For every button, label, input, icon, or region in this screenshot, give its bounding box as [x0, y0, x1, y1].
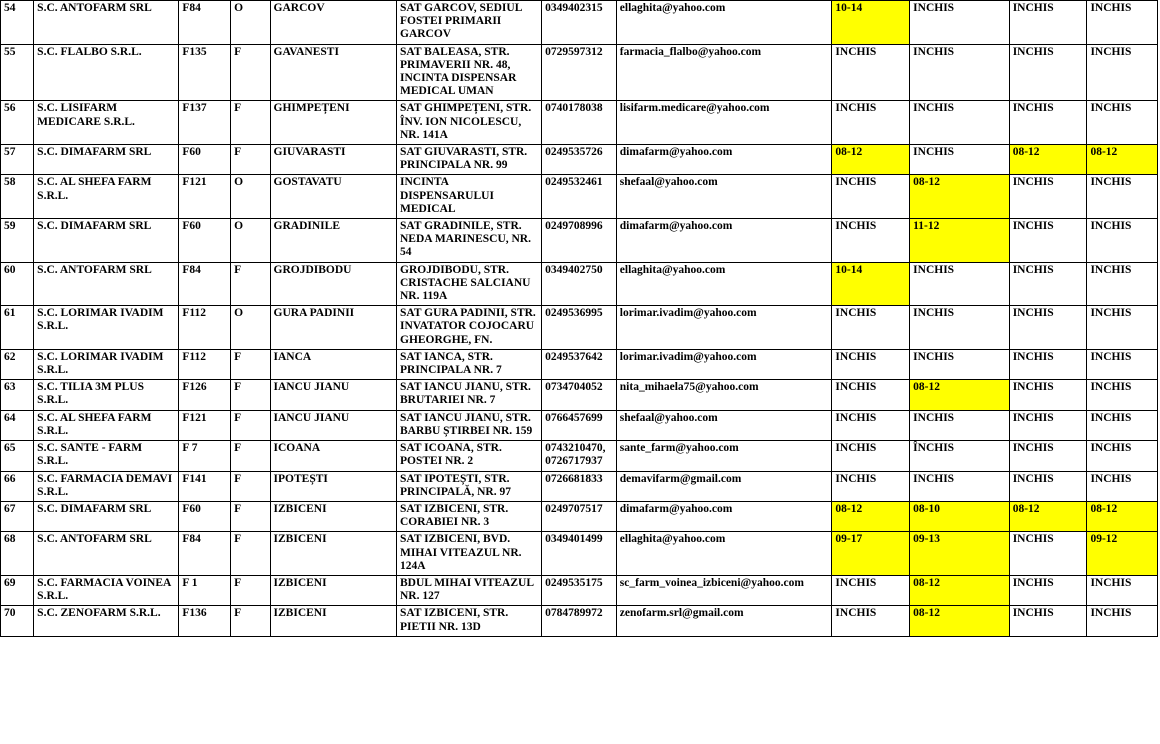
- cell-row-number: 56: [1, 101, 34, 145]
- cell-schedule-3: INCHIS: [1009, 219, 1087, 263]
- cell-schedule-4: INCHIS: [1087, 575, 1158, 605]
- table-row: [1, 349, 1158, 379]
- cell-company-name: S.C. ZENOFARM S.R.L.: [34, 606, 179, 636]
- cell-unit-type: F: [231, 44, 270, 101]
- cell-address: SAT IANCA, STR. PRINCIPALA NR. 7: [397, 349, 542, 379]
- cell-schedule-2: INCHIS: [910, 349, 1010, 379]
- table-row: [1, 501, 1158, 531]
- cell-address: SAT BALEASA, STR. PRIMAVERII NR. 48, INCINTA DISPENSAR MEDICAL UMAN: [397, 44, 542, 101]
- cell-schedule-2: INCHIS: [910, 1, 1010, 45]
- cell-company-name: S.C. FLALBO S.R.L.: [34, 44, 179, 101]
- cell-schedule-1: 08-12: [832, 145, 910, 175]
- cell-unit-type: F: [231, 410, 270, 440]
- cell-email: lorimar.ivadim@yahoo.com: [616, 306, 832, 350]
- cell-email: lorimar.ivadim@yahoo.com: [616, 349, 832, 379]
- cell-schedule-2: ÎNCHIS: [910, 441, 1010, 471]
- cell-unit-code: F84: [179, 262, 231, 306]
- cell-schedule-1: INCHIS: [832, 306, 910, 350]
- cell-locality: IZBICENI: [270, 532, 396, 576]
- cell-schedule-3: INCHIS: [1009, 410, 1087, 440]
- cell-schedule-1: INCHIS: [832, 441, 910, 471]
- cell-email: zenofarm.srl@gmail.com: [616, 606, 832, 636]
- table-row: [1, 262, 1158, 306]
- cell-unit-type: F: [231, 575, 270, 605]
- table-row: [1, 175, 1158, 219]
- cell-schedule-3: INCHIS: [1009, 471, 1087, 501]
- cell-email: sc_farm_voinea_izbiceni@yahoo.com: [616, 575, 832, 605]
- cell-schedule-1: INCHIS: [832, 575, 910, 605]
- cell-schedule-2: INCHIS: [910, 44, 1010, 101]
- cell-email: nita_mihaela75@yahoo.com: [616, 380, 832, 410]
- cell-email: dimafarm@yahoo.com: [616, 145, 832, 175]
- cell-schedule-1: INCHIS: [832, 219, 910, 263]
- cell-email: dimafarm@yahoo.com: [616, 219, 832, 263]
- cell-schedule-2: INCHIS: [910, 101, 1010, 145]
- cell-schedule-3: INCHIS: [1009, 101, 1087, 145]
- cell-schedule-1: INCHIS: [832, 471, 910, 501]
- cell-locality: IPOTEȘTI: [270, 471, 396, 501]
- cell-address: SAT GRADINILE, STR. NEDA MARINESCU, NR. 54: [397, 219, 542, 263]
- cell-address: SAT GURA PADINII, STR. INVATATOR COJOCARU GHEORGHE, FN.: [397, 306, 542, 350]
- cell-phone: 0249535726: [542, 145, 617, 175]
- cell-schedule-2: INCHIS: [910, 471, 1010, 501]
- cell-phone: 0249708996: [542, 219, 617, 263]
- cell-locality: GAVANESTI: [270, 44, 396, 101]
- cell-row-number: 69: [1, 575, 34, 605]
- cell-schedule-4: INCHIS: [1087, 306, 1158, 350]
- cell-locality: GARCOV: [270, 1, 396, 45]
- cell-schedule-3: INCHIS: [1009, 441, 1087, 471]
- cell-schedule-4: 08-12: [1087, 501, 1158, 531]
- cell-address: SAT ICOANA, STR. POSTEI NR. 2: [397, 441, 542, 471]
- cell-schedule-4: INCHIS: [1087, 175, 1158, 219]
- cell-row-number: 61: [1, 306, 34, 350]
- cell-schedule-4: INCHIS: [1087, 606, 1158, 636]
- cell-schedule-4: INCHIS: [1087, 441, 1158, 471]
- cell-unit-type: F: [231, 145, 270, 175]
- cell-schedule-1: INCHIS: [832, 606, 910, 636]
- cell-schedule-4: 09-12: [1087, 532, 1158, 576]
- cell-unit-code: F 7: [179, 441, 231, 471]
- cell-phone: 0734704052: [542, 380, 617, 410]
- cell-unit-type: O: [231, 219, 270, 263]
- cell-schedule-2: INCHIS: [910, 145, 1010, 175]
- cell-phone: 0743210470, 0726717937: [542, 441, 617, 471]
- cell-unit-code: F84: [179, 1, 231, 45]
- cell-schedule-3: 08-12: [1009, 145, 1087, 175]
- cell-address: SAT GHIMPEȚENI, STR. ÎNV. ION NICOLESCU, NR. 141A: [397, 101, 542, 145]
- cell-schedule-4: INCHIS: [1087, 101, 1158, 145]
- cell-company-name: S.C. TILIA 3M PLUS S.R.L.: [34, 380, 179, 410]
- cell-unit-type: F: [231, 501, 270, 531]
- cell-row-number: 60: [1, 262, 34, 306]
- cell-phone: 0249535175: [542, 575, 617, 605]
- cell-unit-type: F: [231, 262, 270, 306]
- cell-schedule-3: INCHIS: [1009, 175, 1087, 219]
- cell-schedule-3: INCHIS: [1009, 262, 1087, 306]
- cell-row-number: 62: [1, 349, 34, 379]
- cell-schedule-3: INCHIS: [1009, 349, 1087, 379]
- cell-schedule-2: 08-10: [910, 501, 1010, 531]
- cell-phone: 0349402750: [542, 262, 617, 306]
- table-row: [1, 606, 1158, 636]
- cell-company-name: S.C. LISIFARM MEDICARE S.R.L.: [34, 101, 179, 145]
- cell-email: ellaghita@yahoo.com: [616, 262, 832, 306]
- cell-schedule-1: 10-14: [832, 262, 910, 306]
- cell-schedule-1: 09-17: [832, 532, 910, 576]
- cell-unit-type: F: [231, 471, 270, 501]
- cell-email: dimafarm@yahoo.com: [616, 501, 832, 531]
- cell-address: SAT IZBICENI, BVD. MIHAI VITEAZUL NR. 124A: [397, 532, 542, 576]
- cell-unit-type: F: [231, 380, 270, 410]
- cell-unit-code: F121: [179, 410, 231, 440]
- cell-company-name: S.C. ANTOFARM SRL: [34, 1, 179, 45]
- cell-row-number: 58: [1, 175, 34, 219]
- cell-row-number: 55: [1, 44, 34, 101]
- cell-company-name: S.C. DIMAFARM SRL: [34, 219, 179, 263]
- cell-schedule-4: 08-12: [1087, 145, 1158, 175]
- cell-phone: 0249537642: [542, 349, 617, 379]
- cell-email: farmacia_flalbo@yahoo.com: [616, 44, 832, 101]
- cell-locality: IANCA: [270, 349, 396, 379]
- cell-company-name: S.C. DIMAFARM SRL: [34, 145, 179, 175]
- cell-unit-type: O: [231, 306, 270, 350]
- cell-schedule-1: 08-12: [832, 501, 910, 531]
- table-row: [1, 532, 1158, 576]
- cell-email: sante_farm@yahoo.com: [616, 441, 832, 471]
- cell-company-name: S.C. DIMAFARM SRL: [34, 501, 179, 531]
- cell-unit-code: F84: [179, 532, 231, 576]
- table-row: [1, 1, 1158, 45]
- cell-row-number: 70: [1, 606, 34, 636]
- cell-unit-type: F: [231, 101, 270, 145]
- cell-schedule-4: INCHIS: [1087, 349, 1158, 379]
- cell-phone: 0766457699: [542, 410, 617, 440]
- cell-unit-type: O: [231, 175, 270, 219]
- cell-row-number: 63: [1, 380, 34, 410]
- cell-unit-code: F121: [179, 175, 231, 219]
- table-row: [1, 219, 1158, 263]
- cell-company-name: S.C. LORIMAR IVADIM S.R.L.: [34, 349, 179, 379]
- table-row: [1, 410, 1158, 440]
- cell-company-name: S.C. FARMACIA VOINEA S.R.L.: [34, 575, 179, 605]
- cell-schedule-1: INCHIS: [832, 410, 910, 440]
- cell-locality: GOSTAVATU: [270, 175, 396, 219]
- cell-locality: GROJDIBODU: [270, 262, 396, 306]
- cell-schedule-4: INCHIS: [1087, 219, 1158, 263]
- cell-schedule-1: INCHIS: [832, 44, 910, 101]
- cell-address: GROJDIBODU, STR. CRISTACHE SALCIANU NR. 119A: [397, 262, 542, 306]
- cell-row-number: 66: [1, 471, 34, 501]
- cell-email: ellaghita@yahoo.com: [616, 532, 832, 576]
- cell-unit-code: F112: [179, 306, 231, 350]
- cell-company-name: S.C. ANTOFARM SRL: [34, 262, 179, 306]
- cell-email: lisifarm.medicare@yahoo.com: [616, 101, 832, 145]
- cell-schedule-1: INCHIS: [832, 349, 910, 379]
- cell-locality: IANCU JIANU: [270, 410, 396, 440]
- table-row: [1, 145, 1158, 175]
- cell-phone: 0249532461: [542, 175, 617, 219]
- cell-locality: IANCU JIANU: [270, 380, 396, 410]
- cell-locality: IZBICENI: [270, 575, 396, 605]
- cell-schedule-2: 08-12: [910, 606, 1010, 636]
- cell-company-name: S.C. AL SHEFA FARM S.R.L.: [34, 410, 179, 440]
- table-row: [1, 44, 1158, 101]
- cell-unit-code: F136: [179, 606, 231, 636]
- cell-unit-code: F60: [179, 501, 231, 531]
- cell-row-number: 65: [1, 441, 34, 471]
- cell-unit-type: F: [231, 532, 270, 576]
- cell-unit-code: F126: [179, 380, 231, 410]
- table-body: [1, 1, 1158, 637]
- cell-schedule-2: 11-12: [910, 219, 1010, 263]
- cell-address: SAT IANCU JIANU, STR. BRUTARIEI NR. 7: [397, 380, 542, 410]
- cell-schedule-2: 09-13: [910, 532, 1010, 576]
- cell-locality: ICOANA: [270, 441, 396, 471]
- cell-schedule-4: INCHIS: [1087, 262, 1158, 306]
- cell-schedule-4: INCHIS: [1087, 1, 1158, 45]
- cell-schedule-4: INCHIS: [1087, 410, 1158, 440]
- cell-schedule-1: INCHIS: [832, 380, 910, 410]
- cell-unit-code: F 1: [179, 575, 231, 605]
- cell-schedule-3: INCHIS: [1009, 606, 1087, 636]
- table-row: [1, 101, 1158, 145]
- cell-schedule-2: 08-12: [910, 175, 1010, 219]
- cell-phone: 0249707517: [542, 501, 617, 531]
- cell-address: BDUL MIHAI VITEAZUL NR. 127: [397, 575, 542, 605]
- cell-row-number: 64: [1, 410, 34, 440]
- cell-locality: IZBICENI: [270, 606, 396, 636]
- cell-address: SAT IPOTEȘTI, STR. PRINCIPALĂ, NR. 97: [397, 471, 542, 501]
- cell-row-number: 54: [1, 1, 34, 45]
- cell-row-number: 57: [1, 145, 34, 175]
- cell-address: SAT GIUVARASTI, STR. PRINCIPALA NR. 99: [397, 145, 542, 175]
- cell-email: shefaal@yahoo.com: [616, 175, 832, 219]
- cell-schedule-2: INCHIS: [910, 262, 1010, 306]
- cell-locality: GURA PADINII: [270, 306, 396, 350]
- cell-schedule-3: INCHIS: [1009, 1, 1087, 45]
- cell-address: SAT GARCOV, SEDIUL FOSTEI PRIMARII GARCOV: [397, 1, 542, 45]
- cell-row-number: 59: [1, 219, 34, 263]
- cell-schedule-4: INCHIS: [1087, 380, 1158, 410]
- cell-phone: 0349402315: [542, 1, 617, 45]
- cell-unit-type: F: [231, 606, 270, 636]
- cell-schedule-1: 10-14: [832, 1, 910, 45]
- cell-unit-code: F141: [179, 471, 231, 501]
- cell-unit-type: F: [231, 441, 270, 471]
- cell-locality: GRADINILE: [270, 219, 396, 263]
- cell-unit-type: F: [231, 349, 270, 379]
- table-row: [1, 471, 1158, 501]
- cell-schedule-3: INCHIS: [1009, 575, 1087, 605]
- cell-row-number: 67: [1, 501, 34, 531]
- cell-address: SAT IANCU JIANU, STR. BARBU ȘTIRBEI NR. 159: [397, 410, 542, 440]
- cell-phone: 0726681833: [542, 471, 617, 501]
- table-row: [1, 575, 1158, 605]
- cell-email: shefaal@yahoo.com: [616, 410, 832, 440]
- cell-unit-code: F112: [179, 349, 231, 379]
- cell-address: SAT IZBICENI, STR. CORABIEI NR. 3: [397, 501, 542, 531]
- cell-schedule-3: 08-12: [1009, 501, 1087, 531]
- cell-company-name: S.C. SANTE - FARM S.R.L.: [34, 441, 179, 471]
- cell-schedule-3: INCHIS: [1009, 306, 1087, 350]
- cell-company-name: S.C. LORIMAR IVADIM S.R.L.: [34, 306, 179, 350]
- cell-address: INCINTA DISPENSARULUI MEDICAL: [397, 175, 542, 219]
- cell-locality: GIUVARASTI: [270, 145, 396, 175]
- cell-unit-code: F60: [179, 219, 231, 263]
- cell-schedule-2: INCHIS: [910, 306, 1010, 350]
- cell-address: SAT IZBICENI, STR. PIETII NR. 13D: [397, 606, 542, 636]
- cell-phone: 0784789972: [542, 606, 617, 636]
- cell-schedule-4: INCHIS: [1087, 471, 1158, 501]
- cell-schedule-2: INCHIS: [910, 410, 1010, 440]
- table-row: [1, 306, 1158, 350]
- cell-unit-code: F137: [179, 101, 231, 145]
- cell-schedule-1: INCHIS: [832, 101, 910, 145]
- cell-phone: 0729597312: [542, 44, 617, 101]
- cell-locality: GHIMPEȚENI: [270, 101, 396, 145]
- cell-schedule-2: 08-12: [910, 380, 1010, 410]
- cell-unit-type: O: [231, 1, 270, 45]
- cell-schedule-1: INCHIS: [832, 175, 910, 219]
- cell-schedule-3: INCHIS: [1009, 532, 1087, 576]
- cell-schedule-2: 08-12: [910, 575, 1010, 605]
- cell-phone: 0349401499: [542, 532, 617, 576]
- cell-phone: 0740178038: [542, 101, 617, 145]
- cell-unit-code: F60: [179, 145, 231, 175]
- cell-row-number: 68: [1, 532, 34, 576]
- cell-email: demavifarm@gmail.com: [616, 471, 832, 501]
- cell-company-name: S.C. ANTOFARM SRL: [34, 532, 179, 576]
- table-row: [1, 380, 1158, 410]
- cell-schedule-3: INCHIS: [1009, 44, 1087, 101]
- cell-email: ellaghita@yahoo.com: [616, 1, 832, 45]
- cell-unit-code: F135: [179, 44, 231, 101]
- cell-company-name: S.C. FARMACIA DEMAVI S.R.L.: [34, 471, 179, 501]
- table-row: [1, 441, 1158, 471]
- cell-locality: IZBICENI: [270, 501, 396, 531]
- cell-schedule-3: INCHIS: [1009, 380, 1087, 410]
- cell-phone: 0249536995: [542, 306, 617, 350]
- cell-company-name: S.C. AL SHEFA FARM S.R.L.: [34, 175, 179, 219]
- cell-schedule-4: INCHIS: [1087, 44, 1158, 101]
